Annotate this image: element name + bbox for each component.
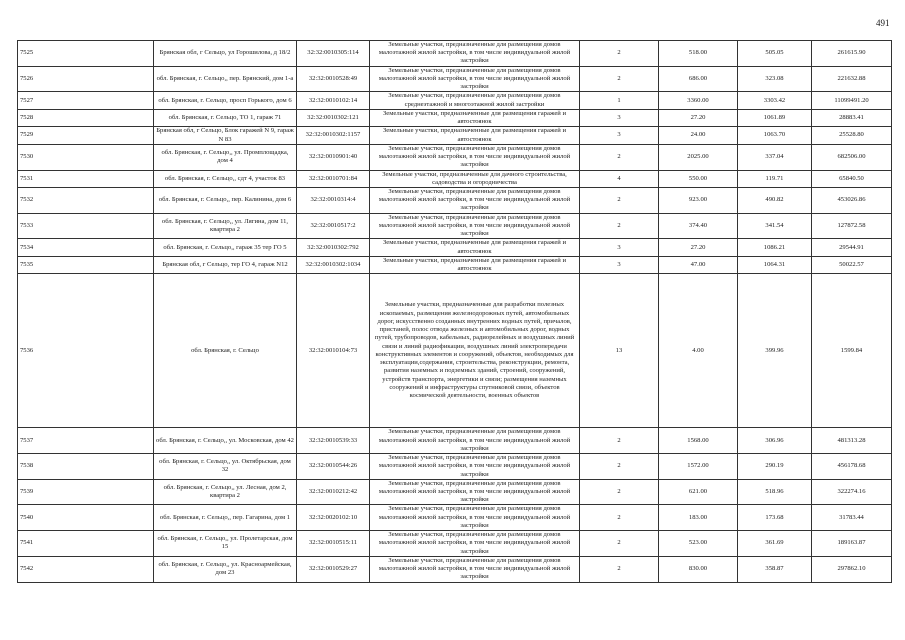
cadastral-value-cell: 28883.41	[812, 109, 892, 126]
table-row	[18, 92, 892, 109]
area-cell: 4.00	[659, 274, 738, 428]
row-number: 7525	[18, 41, 154, 67]
cadastral-number-cell: 32:32:0010302:792	[297, 239, 370, 256]
specific-value-cell: 341.54	[738, 213, 812, 239]
table-row	[18, 144, 892, 170]
group-cell: 2	[580, 213, 659, 239]
specific-value-cell: 337.04	[738, 144, 812, 170]
land-use-cell: Земельные участки, предназначенные для размещения домов малоэтажной жилой застройки, в том числе индивидуальной жилой застройки	[370, 41, 580, 67]
row-number: 7531	[18, 170, 154, 187]
specific-value-cell: 490.82	[738, 187, 812, 213]
land-use-cell: Земельные участки, предназначенные для размещения домов малоэтажной жилой застройки, в том числе индивидуальной жилой застройки	[370, 187, 580, 213]
table-row	[18, 505, 892, 531]
area-cell: 523.00	[659, 531, 738, 557]
area-cell: 1568.00	[659, 428, 738, 454]
cadastral-number-cell: 32:32:0010517:2	[297, 213, 370, 239]
address-cell: обл. Брянская, г. Сельцо,, гараж 35 тер ГО 5	[154, 239, 297, 256]
area-cell: 1572.00	[659, 454, 738, 480]
table-row	[18, 428, 892, 454]
address-cell: обл. Брянская, г. Сельцо,, ул. Промплощадка, дом 4	[154, 144, 297, 170]
row-number: 7530	[18, 144, 154, 170]
land-use-cell: Земельные участки, предназначенные для размещения гаражей и автостоянок	[370, 239, 580, 256]
row-number: 7533	[18, 213, 154, 239]
cadastral-number-cell: 32:32:0010539:33	[297, 428, 370, 454]
land-use-cell: Земельные участки, предназначенные для размещения домов малоэтажной жилой застройки, в том числе индивидуальной жилой застройки	[370, 428, 580, 454]
land-use-cell: Земельные участки, предназначенные для размещения домов малоэтажной жилой застройки, в том числе индивидуальной жилой застройки	[370, 505, 580, 531]
table-row	[18, 170, 892, 187]
row-number: 7534	[18, 239, 154, 256]
address-cell: обл. Брянская, г. Сельцо	[154, 274, 297, 428]
address-cell: Брянская обл, г Сельцо, Блок гаражей N 9, гараж N 83	[154, 127, 297, 144]
row-number: 7529	[18, 127, 154, 144]
specific-value-cell: 323.08	[738, 66, 812, 92]
address-cell: обл. Брянская, г. Сельцо,, ул. Красноармейская, дом 23	[154, 556, 297, 582]
cadastral-value-cell: 456178.68	[812, 454, 892, 480]
cadastral-number-cell: 32:32:0010314:4	[297, 187, 370, 213]
cadastral-number-cell: 32:32:0010302:1157	[297, 127, 370, 144]
address-cell: обл. Брянская, г. Сельцо,, ул. Московская, дом 42	[154, 428, 297, 454]
group-cell: 2	[580, 428, 659, 454]
specific-value-cell: 1061.89	[738, 109, 812, 126]
cadastral-value-cell: 127872.58	[812, 213, 892, 239]
table-row	[18, 109, 892, 126]
specific-value-cell: 3303.42	[738, 92, 812, 109]
cadastral-number-cell: 32:32:0010901:40	[297, 144, 370, 170]
table-row	[18, 127, 892, 144]
address-cell: обл. Брянская, г. Сельцо,, ул. Лягина, дом 11, квартира 2	[154, 213, 297, 239]
cadastral-number-cell: 32:32:0020102:10	[297, 505, 370, 531]
cadastral-value-cell: 221632.88	[812, 66, 892, 92]
area-cell: 2025.00	[659, 144, 738, 170]
group-cell: 1	[580, 92, 659, 109]
cadastral-number-cell: 32:32:0010528:49	[297, 66, 370, 92]
cadastral-value-cell: 29544.91	[812, 239, 892, 256]
land-use-cell: Земельные участки, предназначенные для размещения домов малоэтажной жилой застройки, в том числе индивидуальной жилой застройки	[370, 454, 580, 480]
specific-value-cell: 1064.31	[738, 256, 812, 273]
group-cell: 2	[580, 479, 659, 505]
specific-value-cell: 173.68	[738, 505, 812, 531]
cadastral-value-table	[17, 40, 892, 583]
cadastral-value-cell: 297862.10	[812, 556, 892, 582]
group-cell: 2	[580, 454, 659, 480]
specific-value-cell: 1086.21	[738, 239, 812, 256]
table-row	[18, 556, 892, 582]
row-number: 7540	[18, 505, 154, 531]
cadastral-value-cell: 25528.80	[812, 127, 892, 144]
land-use-cell: Земельные участки, предназначенные для размещения домов среднеэтажной и многоэтажной жилой застройки	[370, 92, 580, 109]
address-cell: обл. Брянская, г. Сельцо,, пер. Брянский, дом 1-а	[154, 66, 297, 92]
specific-value-cell: 361.69	[738, 531, 812, 557]
cadastral-value-cell: 453026.86	[812, 187, 892, 213]
group-cell: 2	[580, 505, 659, 531]
page-number: 491	[876, 18, 890, 28]
group-cell: 2	[580, 144, 659, 170]
specific-value-cell: 306.96	[738, 428, 812, 454]
row-number: 7526	[18, 66, 154, 92]
table-row	[18, 239, 892, 256]
area-cell: 830.00	[659, 556, 738, 582]
cadastral-value-cell: 65840.50	[812, 170, 892, 187]
specific-value-cell: 399.96	[738, 274, 812, 428]
specific-value-cell: 358.87	[738, 556, 812, 582]
row-number: 7528	[18, 109, 154, 126]
group-cell: 2	[580, 66, 659, 92]
land-use-cell: Земельные участки, предназначенные для размещения гаражей и автостоянок	[370, 256, 580, 273]
group-cell: 3	[580, 239, 659, 256]
address-cell: обл. Брянская, г. Сельцо,, сдт 4, участок 83	[154, 170, 297, 187]
cadastral-value-cell: 31783.44	[812, 505, 892, 531]
group-cell: 3	[580, 256, 659, 273]
cadastral-number-cell: 32:32:0010102:14	[297, 92, 370, 109]
row-number: 7532	[18, 187, 154, 213]
land-use-cell: Земельные участки, предназначенные для размещения домов малоэтажной жилой застройки, в том числе индивидуальной жилой застройки	[370, 144, 580, 170]
table-row	[18, 256, 892, 273]
row-number: 7537	[18, 428, 154, 454]
land-use-cell: Земельные участки, предназначенные для размещения домов малоэтажной жилой застройки, в том числе индивидуальной жилой застройки	[370, 66, 580, 92]
address-cell: Брянская обл, г Сельцо, ул Горошилова, д 18/2	[154, 41, 297, 67]
specific-value-cell: 518.96	[738, 479, 812, 505]
cadastral-value-cell: 682506.00	[812, 144, 892, 170]
cadastral-number-cell: 32:32:0010302:1034	[297, 256, 370, 273]
area-cell: 24.00	[659, 127, 738, 144]
area-cell: 27.20	[659, 109, 738, 126]
specific-value-cell: 290.19	[738, 454, 812, 480]
land-use-cell: Земельные участки, предназначенные для размещения домов малоэтажной жилой застройки, в том числе индивидуальной жилой застройки	[370, 213, 580, 239]
cadastral-number-cell: 32:32:0010544:26	[297, 454, 370, 480]
area-cell: 621.00	[659, 479, 738, 505]
cadastral-value-cell: 11099491.20	[812, 92, 892, 109]
cadastral-value-cell: 481313.28	[812, 428, 892, 454]
land-use-cell: Земельные участки, предназначенные для разработки полезных ископаемых, размещения железнодорожных путей, автомобильных дорог, искусственно созданных внутренних водных путей, причалов, пристаней, полос отвода железных и автомобильных дорог, водных путей, трубопроводов, кабельных, радиорелейных и воздушных линий связи и линий радиофикации, воздушных линий электропередачи конструктивных элементов и сооружений, объектов, необходимых для эксплуатации,содержания, строительства, реконструкции, ремонта, развития наземных и подземных зданий, строений, сооружений, устройств транспорта, энергетики и связи; размещения наземных сооружений и инфраструктуры спутниковой связи, объектов космической деятельности, военных объектов	[370, 274, 580, 428]
land-use-cell: Земельные участки, предназначенные для размещения домов малоэтажной жилой застройки, в том числе индивидуальной жилой застройки	[370, 479, 580, 505]
cadastral-number-cell: 32:32:0010701:84	[297, 170, 370, 187]
land-use-cell: Земельные участки, предназначенные для размещения гаражей и автостоянок	[370, 127, 580, 144]
row-number: 7538	[18, 454, 154, 480]
cadastral-value-cell: 50022.57	[812, 256, 892, 273]
land-use-cell: Земельные участки, предназначенные для размещения домов малоэтажной жилой застройки, в том числе индивидуальной жилой застройки	[370, 556, 580, 582]
group-cell: 2	[580, 187, 659, 213]
cadastral-value-cell: 189163.87	[812, 531, 892, 557]
address-cell: обл. Брянская, г. Сельцо,, ул. Лесная, дом 2, квартира 2	[154, 479, 297, 505]
area-cell: 550.00	[659, 170, 738, 187]
area-cell: 374.40	[659, 213, 738, 239]
table-row	[18, 454, 892, 480]
group-cell: 3	[580, 127, 659, 144]
cadastral-number-cell: 32:32:0010515:11	[297, 531, 370, 557]
cadastral-value-cell: 1599.84	[812, 274, 892, 428]
area-cell: 27.20	[659, 239, 738, 256]
specific-value-cell: 1063.70	[738, 127, 812, 144]
address-cell: обл. Брянская, г. Сельцо,, пер. Гагарина, дом 1	[154, 505, 297, 531]
row-number: 7539	[18, 479, 154, 505]
table-row	[18, 274, 892, 428]
address-cell: Брянская обл, г Сельцо, тер ГО 4, гараж N12	[154, 256, 297, 273]
group-cell: 2	[580, 531, 659, 557]
address-cell: обл. Брянская, г. Сельцо,, пер. Калинина, дом 6	[154, 187, 297, 213]
area-cell: 518.00	[659, 41, 738, 67]
row-number: 7527	[18, 92, 154, 109]
group-cell: 2	[580, 556, 659, 582]
table-row	[18, 531, 892, 557]
cadastral-number-cell: 32:32:0010104:73	[297, 274, 370, 428]
address-cell: обл. Брянская, г. Сельцо,, ул. Пролетарская, дом 15	[154, 531, 297, 557]
table-row	[18, 187, 892, 213]
group-cell: 2	[580, 41, 659, 67]
row-number: 7536	[18, 274, 154, 428]
area-cell: 923.00	[659, 187, 738, 213]
group-cell: 4	[580, 170, 659, 187]
address-cell: обл. Брянская, г. Сельцо, просп Горького, дом 6	[154, 92, 297, 109]
group-cell: 13	[580, 274, 659, 428]
cadastral-number-cell: 32:32:0010305:114	[297, 41, 370, 67]
cadastral-number-cell: 32:32:0010212:42	[297, 479, 370, 505]
table-row	[18, 41, 892, 67]
table-row	[18, 479, 892, 505]
table-row	[18, 213, 892, 239]
specific-value-cell: 119.71	[738, 170, 812, 187]
table-body	[18, 41, 892, 583]
row-number: 7542	[18, 556, 154, 582]
area-cell: 686.00	[659, 66, 738, 92]
cadastral-number-cell: 32:32:0010529:27	[297, 556, 370, 582]
cadastral-value-cell: 322274.16	[812, 479, 892, 505]
group-cell: 3	[580, 109, 659, 126]
row-number: 7541	[18, 531, 154, 557]
area-cell: 3360.00	[659, 92, 738, 109]
cadastral-number-cell: 32:32:0010302:121	[297, 109, 370, 126]
row-number: 7535	[18, 256, 154, 273]
area-cell: 47.00	[659, 256, 738, 273]
table-row	[18, 66, 892, 92]
address-cell: обл. Брянская, г. Сельцо,, ул. Октябрьская, дом 32	[154, 454, 297, 480]
cadastral-value-cell: 261615.90	[812, 41, 892, 67]
land-use-cell: Земельные участки, предназначенные для размещения домов малоэтажной жилой застройки, в том числе индивидуальной жилой застройки	[370, 531, 580, 557]
address-cell: обл. Брянская, г. Сельцо, ТО 1, гараж 71	[154, 109, 297, 126]
area-cell: 183.00	[659, 505, 738, 531]
land-use-cell: Земельные участки, предназначенные для размещения гаражей и автостоянок	[370, 109, 580, 126]
land-use-cell: Земельные участки, предназначенные для дачного строительства, садоводства и огородничества	[370, 170, 580, 187]
specific-value-cell: 505.05	[738, 41, 812, 67]
